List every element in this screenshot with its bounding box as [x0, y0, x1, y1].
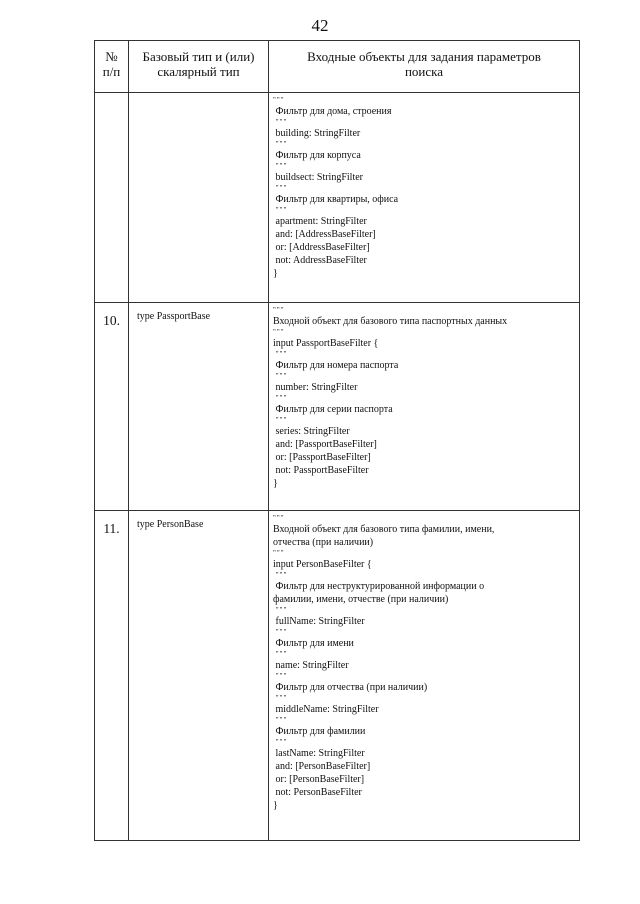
code-line: buildsect: StringFilter	[273, 172, 363, 183]
code-line: Фильтр для дома, строения	[273, 106, 392, 117]
code-line: фамилии, имени, отчестве (при наличии)	[273, 594, 449, 605]
code-line: """	[273, 162, 288, 170]
code-line: middleName: StringFilter	[273, 704, 379, 715]
code-line: name: StringFilter	[273, 660, 349, 671]
header-type-line1: Базовый тип и (или)	[142, 49, 255, 64]
code-line: building: StringFilter	[273, 128, 361, 139]
row-number: 11.	[95, 511, 129, 841]
code-line: }	[273, 478, 278, 489]
code-block	[269, 511, 579, 815]
code-block	[269, 303, 579, 493]
header-number	[95, 41, 129, 93]
code-line: """	[273, 184, 288, 192]
row-type: type PassportBase	[129, 303, 269, 511]
code-line: Фильтр для неструктурированной информации о	[273, 581, 485, 592]
code-line: """	[273, 96, 285, 104]
code-line: or: [PassportBaseFilter]	[273, 452, 371, 463]
code-line: apartment: StringFilter	[273, 216, 367, 227]
code-line: and: [AddressBaseFilter]	[273, 229, 376, 240]
header-type	[129, 41, 269, 93]
header-number-line1: №	[105, 49, 118, 64]
table-row	[95, 93, 580, 303]
filters-table	[94, 40, 580, 841]
code-line: """	[273, 694, 288, 702]
code-line: Фильтр для фамилии	[273, 726, 366, 737]
code-line: Входной объект для базового типа паспортных данных	[273, 316, 508, 327]
code-line: series: StringFilter	[273, 426, 350, 437]
code-line: }	[273, 800, 278, 811]
table-header-row	[95, 41, 580, 93]
code-line: """	[273, 140, 288, 148]
header-number-line2: п/п	[102, 64, 121, 79]
code-line: """	[273, 738, 288, 746]
code-line: Фильтр для квартиры, офиса	[273, 194, 399, 205]
row-code-cell	[269, 511, 580, 841]
code-line: not: PersonBaseFilter	[273, 787, 362, 798]
code-line: """	[273, 206, 288, 214]
code-line: or: [PersonBaseFilter]	[273, 774, 365, 785]
code-line: }	[273, 268, 278, 279]
row-type: type PersonBase	[129, 511, 269, 841]
row-cont-code-cell	[269, 93, 580, 303]
code-line: """	[273, 306, 285, 314]
code-line: and: [PersonBaseFilter]	[273, 761, 371, 772]
code-line: fullName: StringFilter	[273, 616, 365, 627]
header-type-line2: скалярный тип	[157, 64, 240, 79]
row-cont-type-cell	[129, 93, 269, 303]
code-line: """	[273, 549, 285, 557]
code-line: input PassportBaseFilter {	[273, 338, 379, 349]
code-line: Фильтр для номера паспорта	[273, 360, 399, 371]
row-cont-number-cell	[95, 93, 129, 303]
code-line: """	[273, 416, 288, 424]
code-line: Фильтр для отчества (при наличии)	[273, 682, 428, 693]
code-line: """	[273, 118, 288, 126]
code-line: number: StringFilter	[273, 382, 358, 393]
code-line: Фильтр для корпуса	[273, 150, 361, 161]
page-number: 42	[311, 16, 329, 35]
code-line: Фильтр для имени	[273, 638, 354, 649]
code-line: not: AddressBaseFilter	[273, 255, 367, 266]
code-line: lastName: StringFilter	[273, 748, 365, 759]
header-objects-line1: Входные объекты для задания параметров	[307, 49, 541, 64]
table-row	[95, 303, 580, 511]
code-line: """	[273, 328, 285, 336]
code-line: """	[273, 650, 288, 658]
header-objects-line2: поиска	[404, 64, 444, 79]
table-row	[95, 511, 580, 841]
row-code-cell	[269, 303, 580, 511]
code-block	[269, 93, 579, 283]
code-line: """	[273, 606, 288, 614]
code-line: Входной объект для базового типа фамилии, имени,	[273, 524, 495, 535]
code-line: Фильтр для серии паспорта	[273, 404, 393, 415]
code-line: """	[273, 372, 288, 380]
code-line: """	[273, 672, 288, 680]
code-line: """	[273, 514, 285, 522]
code-line: """	[273, 350, 288, 358]
header-objects	[269, 41, 580, 93]
code-line: """	[273, 628, 288, 636]
row-number: 10.	[95, 303, 129, 511]
code-line: """	[273, 716, 288, 724]
code-line: input PersonBaseFilter {	[273, 559, 372, 570]
code-line: not: PassportBaseFilter	[273, 465, 369, 476]
code-line: """	[273, 394, 288, 402]
code-line: and: [PassportBaseFilter]	[273, 439, 377, 450]
code-line: or: [AddressBaseFilter]	[273, 242, 370, 253]
code-line: отчества (при наличии)	[273, 537, 374, 548]
code-line: """	[273, 571, 288, 579]
